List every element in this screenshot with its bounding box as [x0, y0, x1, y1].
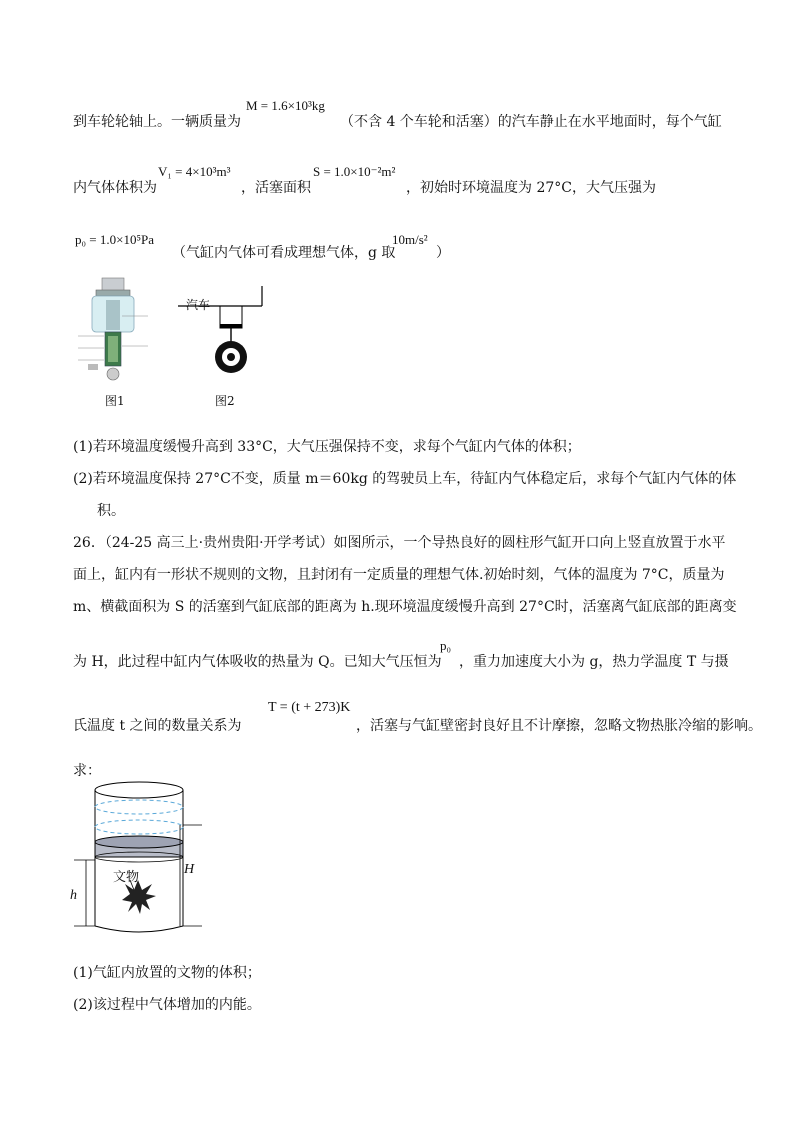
question-item: (1)气缸内放置的文物的体积；: [73, 965, 261, 981]
height-H-label: H: [184, 862, 195, 877]
question-item: (2)该过程中气体增加的内能。: [73, 997, 261, 1013]
text-line: ，活塞面积: [241, 180, 311, 196]
question-item: 积。: [97, 503, 125, 519]
text-line: 氏温度 t 之间的数量关系为: [73, 718, 242, 734]
figure-caption: 图1: [105, 394, 125, 408]
text-line: 到车轮轮轴上。一辆质量为: [73, 114, 241, 130]
text-line: ，活塞与气缸壁密封良好且不计摩擦，忽略文物热胀冷缩的影响。: [356, 718, 762, 734]
question-item: (2)若环境温度保持 27°C不变，质量 m＝60kg 的驾驶员上车，待缸内气体稳定后，求每个气缸内气体的体: [73, 471, 737, 487]
math-g: 10m/s²: [392, 232, 428, 247]
text-line: （不含 4 个车轮和活塞）的汽车静止在水平地面时，每个气缸: [340, 114, 722, 130]
math-volume: V₁ = 4×10³m³: [158, 164, 231, 179]
text-line: m、横截面积为 S 的活塞到气缸底部的距离为 h.现环境温度缓慢升高到 27°C时，活塞离气缸底部的距离变: [73, 599, 737, 615]
text-line: ，初始时环境温度为 27°C，大气压强为: [406, 180, 656, 196]
text-line: 面上，缸内有一形状不规则的文物，且封闭有一定质量的理想气体.初始时刻，气体的温度为 7°C，质量为: [73, 567, 725, 583]
math-area: S = 1.0×10⁻²m²: [313, 164, 396, 179]
text-line: 内气体体积为: [73, 180, 157, 196]
math-p0: p₀: [440, 638, 452, 653]
question-item: (1)若环境温度缓慢升高到 33°C，大气压强保持不变，求每个气缸内气体的体积；: [73, 439, 581, 455]
text-line: 求：: [73, 763, 101, 779]
shock-absorber-figure: [78, 276, 148, 386]
math-temperature: T = (t + 273)K: [268, 700, 351, 715]
car-label: 汽车: [186, 298, 211, 312]
height-h-label: h: [70, 888, 77, 903]
cylinder-figure: [70, 776, 210, 936]
text-line: ，重力加速度大小为 g，热力学温度 T 与摄: [459, 654, 729, 670]
text-line: 26．（24-25 高三上·贵州贵阳·开学考试）如图所示，一个导热良好的圆柱形气缸开口向上竖直放置于水平: [73, 535, 726, 551]
figure-caption: 图2: [215, 394, 235, 408]
math-pressure: p₀ = 1.0×10⁵Pa: [75, 232, 154, 247]
artifact-label: 文物: [113, 870, 140, 885]
text-line: （气缸内气体可看成理想气体，g 取: [172, 245, 396, 261]
math-mass: M = 1.6×10³kg: [246, 98, 325, 113]
text-line: ）: [436, 245, 450, 261]
text-line: 为 H，此过程中缸内气体吸收的热量为 Q。已知大气压恒为: [73, 654, 442, 670]
